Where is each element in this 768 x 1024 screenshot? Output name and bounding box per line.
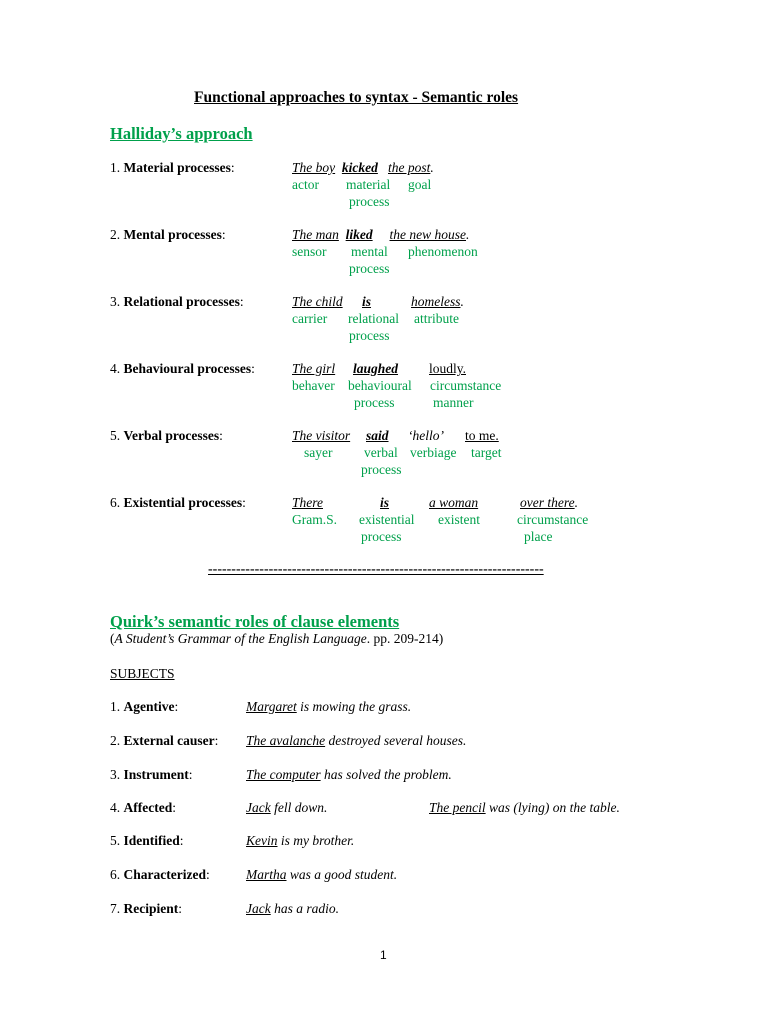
halliday-heading: Halliday’s approach bbox=[110, 124, 253, 143]
example-word: over there. bbox=[520, 495, 578, 510]
role-label: attribute bbox=[414, 311, 459, 326]
example-word: a woman bbox=[429, 495, 479, 510]
example-sentence: The man liked the new house. bbox=[292, 227, 470, 242]
example-sentence: Kevin is my brother. bbox=[246, 833, 355, 848]
example-word: The girl bbox=[292, 361, 336, 376]
process-label: 2. Mental processes: bbox=[110, 227, 226, 242]
example-sentence: The boy kicked the post. bbox=[292, 160, 434, 175]
role-term: 6. Characterized: bbox=[110, 867, 210, 882]
role-label: actor bbox=[292, 177, 319, 192]
example-word: loudly. bbox=[429, 361, 466, 376]
process-label: 5. Verbal processes: bbox=[110, 428, 223, 443]
example-sentence: Martha was a good student. bbox=[246, 867, 398, 882]
example-sentence: Jack fell down. bbox=[246, 800, 328, 815]
example-sentence: The computer has solved the problem. bbox=[246, 767, 452, 782]
role-term: 1. Agentive: bbox=[110, 699, 179, 714]
example-verb: said bbox=[366, 428, 389, 443]
example-sentence: Margaret is mowing the grass. bbox=[246, 699, 412, 714]
role-label: verbal bbox=[364, 445, 398, 460]
role-label: material bbox=[346, 177, 391, 192]
role-label: circumstance bbox=[517, 512, 589, 527]
role-label: existential bbox=[359, 512, 415, 527]
role-label: target bbox=[471, 445, 502, 460]
role-label: place bbox=[524, 529, 553, 544]
example-word: The visitor bbox=[292, 428, 351, 443]
role-label: process bbox=[349, 261, 390, 276]
example-verb: is bbox=[380, 495, 390, 510]
example-word: ‘hello’ bbox=[408, 428, 444, 443]
role-term: 2. External causer: bbox=[110, 733, 219, 748]
role-label: behaver bbox=[292, 378, 335, 393]
role-label: sensor bbox=[292, 244, 327, 259]
example-word: There bbox=[292, 495, 323, 510]
example-word: homeless. bbox=[411, 294, 464, 309]
process-label: 4. Behavioural processes: bbox=[110, 361, 255, 376]
role-term: 7. Recipient: bbox=[110, 901, 183, 916]
role-label: relational bbox=[348, 311, 399, 326]
role-label: behavioural bbox=[348, 378, 412, 393]
example-sentence: The pencil was (lying) on the table. bbox=[429, 800, 620, 815]
role-term: 3. Instrument: bbox=[110, 767, 193, 782]
example-sentence: The avalanche destroyed several houses. bbox=[246, 733, 467, 748]
process-label: 6. Existential processes: bbox=[110, 495, 246, 510]
role-label: phenomenon bbox=[408, 244, 478, 259]
role-term: 4. Affected: bbox=[110, 800, 176, 815]
page-number: 1 bbox=[380, 948, 387, 962]
subjects-label: SUBJECTS bbox=[110, 666, 175, 681]
role-label: circumstance bbox=[430, 378, 502, 393]
process-label: 3. Relational processes: bbox=[110, 294, 244, 309]
role-label: Gram.S. bbox=[292, 512, 337, 527]
example-word: The child bbox=[292, 294, 343, 309]
role-label: process bbox=[354, 395, 395, 410]
role-label: process bbox=[349, 328, 390, 343]
role-label: verbiage bbox=[410, 445, 457, 460]
role-label: process bbox=[361, 529, 402, 544]
process-label: 1. Material processes: bbox=[110, 160, 235, 175]
role-label: sayer bbox=[304, 445, 333, 460]
page-title: Functional approaches to syntax - Semantic roles bbox=[194, 89, 519, 106]
role-label: process bbox=[361, 462, 402, 477]
section-separator: ------------------------------------------------------------------------ bbox=[208, 562, 544, 577]
example-verb: is bbox=[362, 294, 372, 309]
reference-citation: (A Student’s Grammar of the English Language. pp. 209-214) bbox=[110, 631, 444, 646]
role-label: process bbox=[349, 194, 390, 209]
example-word: to me. bbox=[465, 428, 499, 443]
quirk-heading: Quirk’s semantic roles of clause elements bbox=[110, 612, 400, 631]
example-sentence: Jack has a radio. bbox=[246, 901, 339, 916]
example-verb: laughed bbox=[353, 361, 399, 376]
role-label: existent bbox=[438, 512, 480, 527]
role-term: 5. Identified: bbox=[110, 833, 184, 848]
role-label: goal bbox=[408, 177, 432, 192]
role-label: manner bbox=[433, 395, 474, 410]
role-label: mental bbox=[351, 244, 388, 259]
role-label: carrier bbox=[292, 311, 328, 326]
